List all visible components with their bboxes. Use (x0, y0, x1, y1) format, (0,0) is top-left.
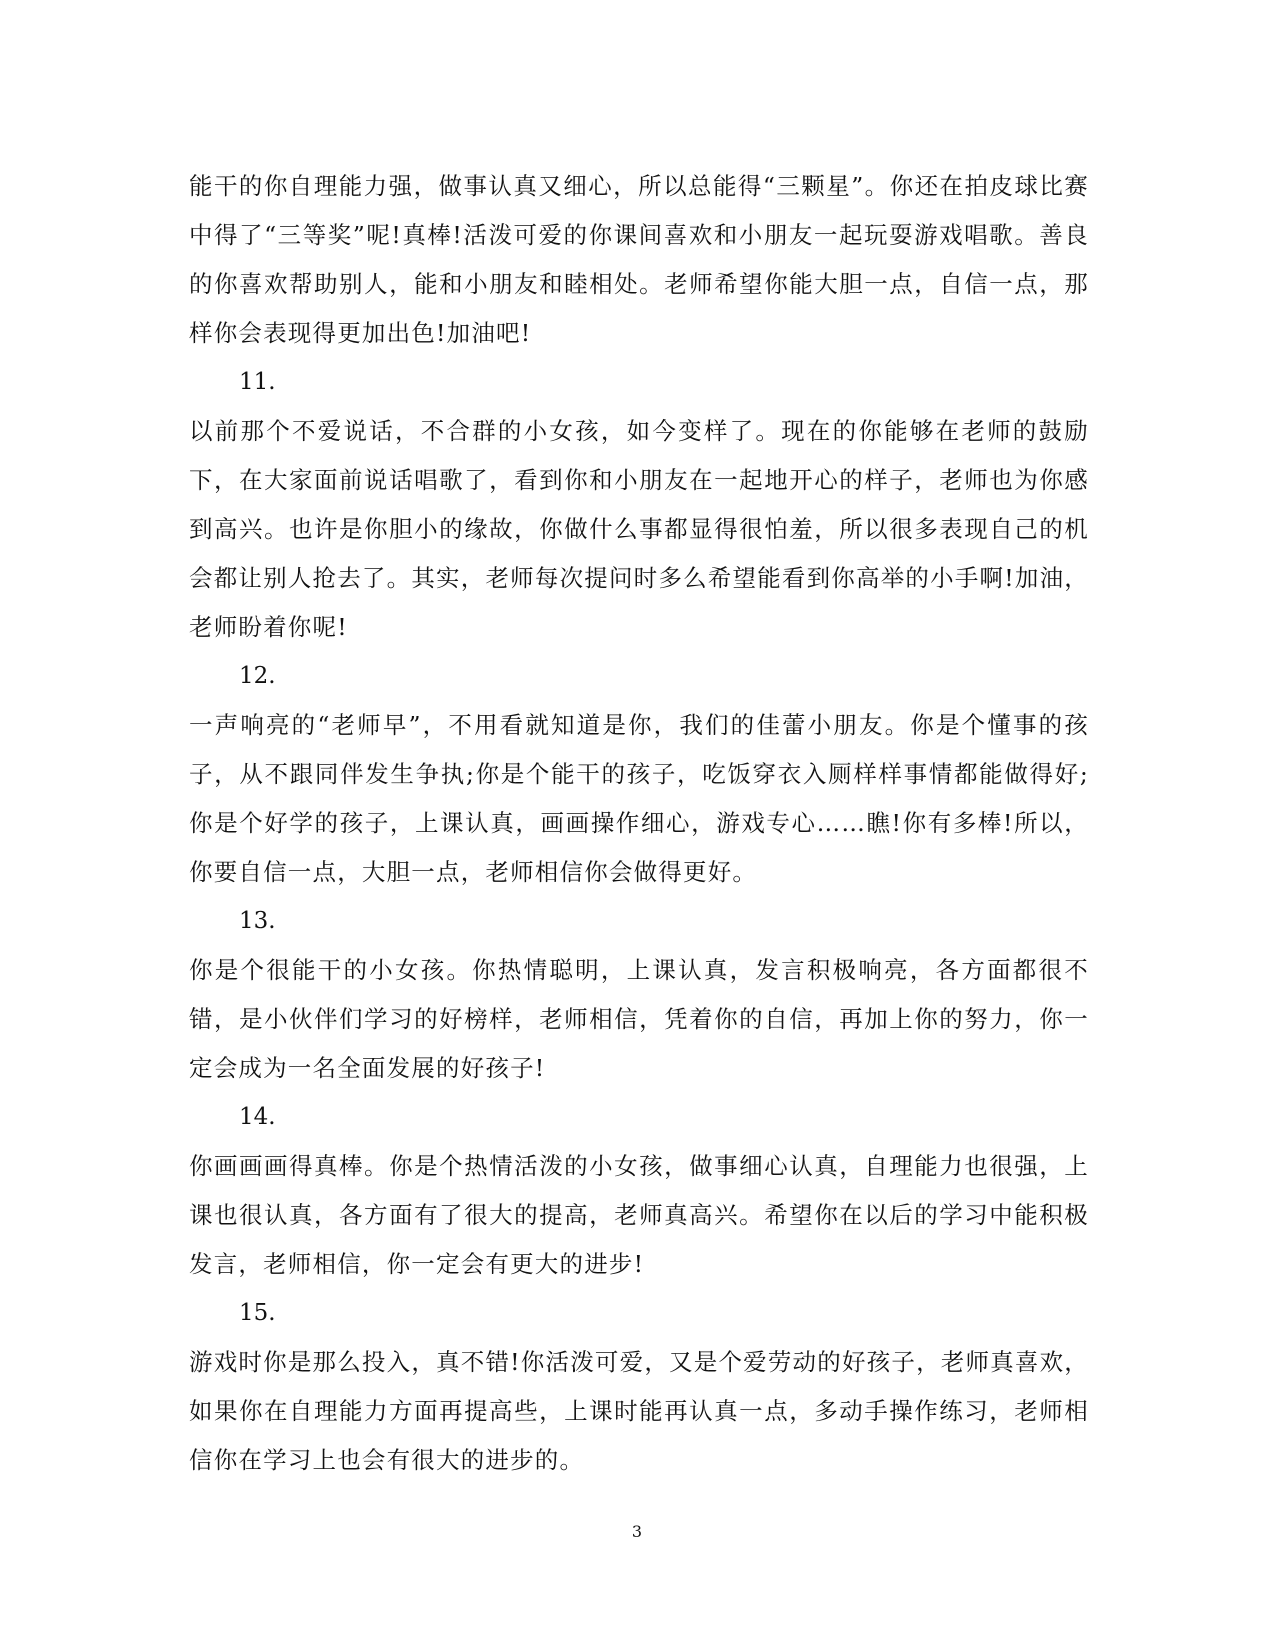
item-number-15: 15. (239, 1300, 276, 1326)
document-body (189, 162, 1089, 1485)
item-text-12: 一声响亮的“老师早”，不用看就知道是你，我们的佳蕾小朋友。你是个懂事的孩子，从不跟同伴发生争执;你是个能干的孩子，吃饭穿衣入厕样样事情都能做得好;你是个好学的孩子，上课认真，画画操作细心，游戏专心……瞧!你有多棒!所以，你要自信一点，大胆一点，老师相信你会做得更好。 (189, 711, 1089, 886)
item-text-15: 游戏时你是那么投入，真不错!你活泼可爱，又是个爱劳动的好孩子，老师真喜欢，如果你在自理能力方面再提高些，上课时能再认真一点，多动手操作练习，老师相信你在学习上也会有很大的进步的。 (189, 1348, 1089, 1474)
item-number-14: 14. (239, 1104, 276, 1130)
item-text-14: 你画画画得真棒。你是个热情活泼的小女孩，做事细心认真，自理能力也很强，上课也很认真，各方面有了很大的提高，老师真高兴。希望你在以后的学习中能积极发言，老师相信，你一定会有更大的进步! (189, 1152, 1089, 1278)
page-number: 3 (631, 1522, 643, 1541)
item-number-11: 11. (239, 369, 276, 395)
item-text-11: 以前那个不爱说话，不合群的小女孩，如今变样了。现在的你能够在老师的鼓励下，在大家面前说话唱歌了，看到你和小朋友在一起地开心的样子，老师也为你感到高兴。也许是你胆小的缘故，你做什么事都显得很怕羞，所以很多表现自己的机会都让别人抢去了。其实，老师每次提问时多么希望能看到你高举的小手啊!加油，老师盼着你呢! (189, 417, 1089, 641)
item-text-13: 你是个很能干的小女孩。你热情聪明，上课认真，发言积极响亮，各方面都很不错，是小伙伴们学习的好榜样，老师相信，凭着你的自信，再加上你的努力，你一定会成为一名全面发展的好孩子! (189, 956, 1089, 1082)
item-number-13: 13. (239, 908, 276, 934)
item-number-12: 12. (239, 663, 276, 689)
intro-paragraph: 能干的你自理能力强，做事认真又细心，所以总能得“三颗星”。你还在拍皮球比赛中得了“三等奖”呢!真棒!活泼可爱的你课间喜欢和小朋友一起玩耍游戏唱歌。善良的你喜欢帮助别人，能和小朋友和睦相处。老师希望你能大胆一点，自信一点，那样你会表现得更加出色!加油吧! (189, 172, 1089, 347)
